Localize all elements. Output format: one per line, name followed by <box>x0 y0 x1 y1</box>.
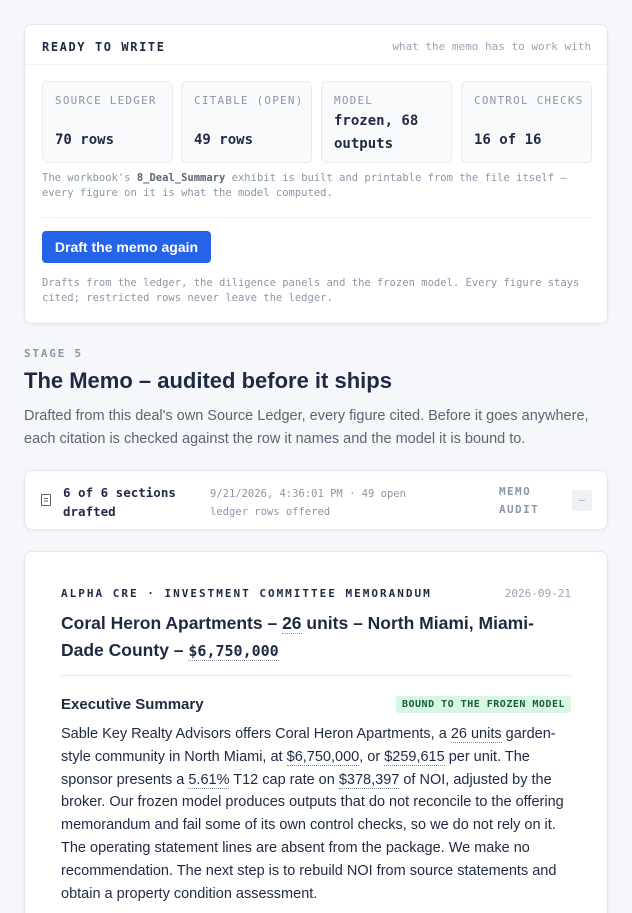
stat-citable-open <box>181 81 312 163</box>
ready-header <box>25 25 607 65</box>
stat-model <box>321 81 452 163</box>
memo-title: Coral Heron Apartments – 26 units – North Miami, Miami-Dade County – $6,750,000 <box>61 613 534 660</box>
citation-cap-rate[interactable]: 5.61% <box>188 771 230 788</box>
draft-timestamp: 9/21/2026, 4:36:01 PM · 49 open ledger rows offered <box>210 488 406 518</box>
stat-value: 70 rows <box>55 132 115 148</box>
stat-label: MODEL <box>334 94 374 107</box>
stat-value: 16 of 16 <box>474 132 542 148</box>
exhibit-name: 8_Deal_Summary <box>136 172 226 184</box>
stage-lede: Drafted from this deal's own Source Ledger, every figure cited. Before it goes anywhere, each citation is checked against the row it names and the model it is bound to. <box>24 408 589 447</box>
citation-price-per-unit[interactable]: $259,615 <box>384 748 445 765</box>
ready-title: READY TO WRITE <box>42 40 166 54</box>
stat-value: frozen, 68 outputs <box>334 113 419 152</box>
citation-price[interactable]: $6,750,000 <box>286 748 360 765</box>
memo-audit-label: MEMO AUDIT <box>499 485 540 516</box>
citation-units[interactable]: 26 <box>282 613 302 633</box>
stat-source-ledger <box>42 81 173 163</box>
memo-kicker: ALPHA CRE · INVESTMENT COMMITTEE MEMORANDUM <box>61 587 432 600</box>
memo-date: 2026-09-21 <box>504 587 571 600</box>
stat-value: 49 rows <box>194 132 254 148</box>
bound-to-model-badge: BOUND TO THE FROZEN MODEL <box>396 696 571 713</box>
memo-audit-badge[interactable]: – <box>572 490 592 511</box>
executive-summary-body: Sable Key Realty Advisors offers Coral Heron Apartments, a 26 units garden-style community in North Miami, at $6,750,000, or $259,615 per unit. The sponsor presents a 5.61% T12 cap rate on $378,397 of NOI, adjusted by the broker. Our frozen model produces outputs that do not reconcile to the offering memorandum and fail some of its own control checks, so we do not rely on it. The operating statement lines are absent from the package. We make no recommendation. The next step is to rebuild NOI from source statements and obtain a property condition assessment. <box>61 726 564 902</box>
draft-footer-note: Drafts from the ledger, the diligence panels and the frozen model. Every figure stays cited; restricted rows never leave the ledger. <box>42 277 580 304</box>
page-title: The Memo – audited before it ships <box>24 368 392 393</box>
stage-kicker: STAGE 5 <box>24 347 83 360</box>
ready-subtitle: what the memo has to work with <box>392 40 591 53</box>
draft-status-card <box>24 470 608 530</box>
memo-divider <box>61 675 571 676</box>
document-icon <box>41 494 51 506</box>
stat-control-checks <box>461 81 592 163</box>
citation-price[interactable]: $6,750,000 <box>188 642 279 660</box>
ready-to-write-card <box>24 24 608 324</box>
citation-units[interactable]: 26 units <box>450 726 502 742</box>
divider <box>42 217 592 218</box>
draft-memo-again-button[interactable]: Draft the memo again <box>42 231 211 263</box>
stat-label: SOURCE LEDGER <box>55 94 157 107</box>
exhibit-note: The workbook's 8_Deal_Summary exhibit is built and printable from the file itself — every figure on it is what the model computed. <box>42 172 567 199</box>
stat-label: CONTROL CHECKS <box>474 94 584 107</box>
stat-label: CITABLE (OPEN) <box>194 94 304 107</box>
section-heading: Executive Summary <box>61 696 204 713</box>
memo-card <box>24 551 608 913</box>
citation-noi[interactable]: $378,397 <box>338 771 400 788</box>
sections-drafted: 6 of 6 sections drafted <box>63 485 176 519</box>
